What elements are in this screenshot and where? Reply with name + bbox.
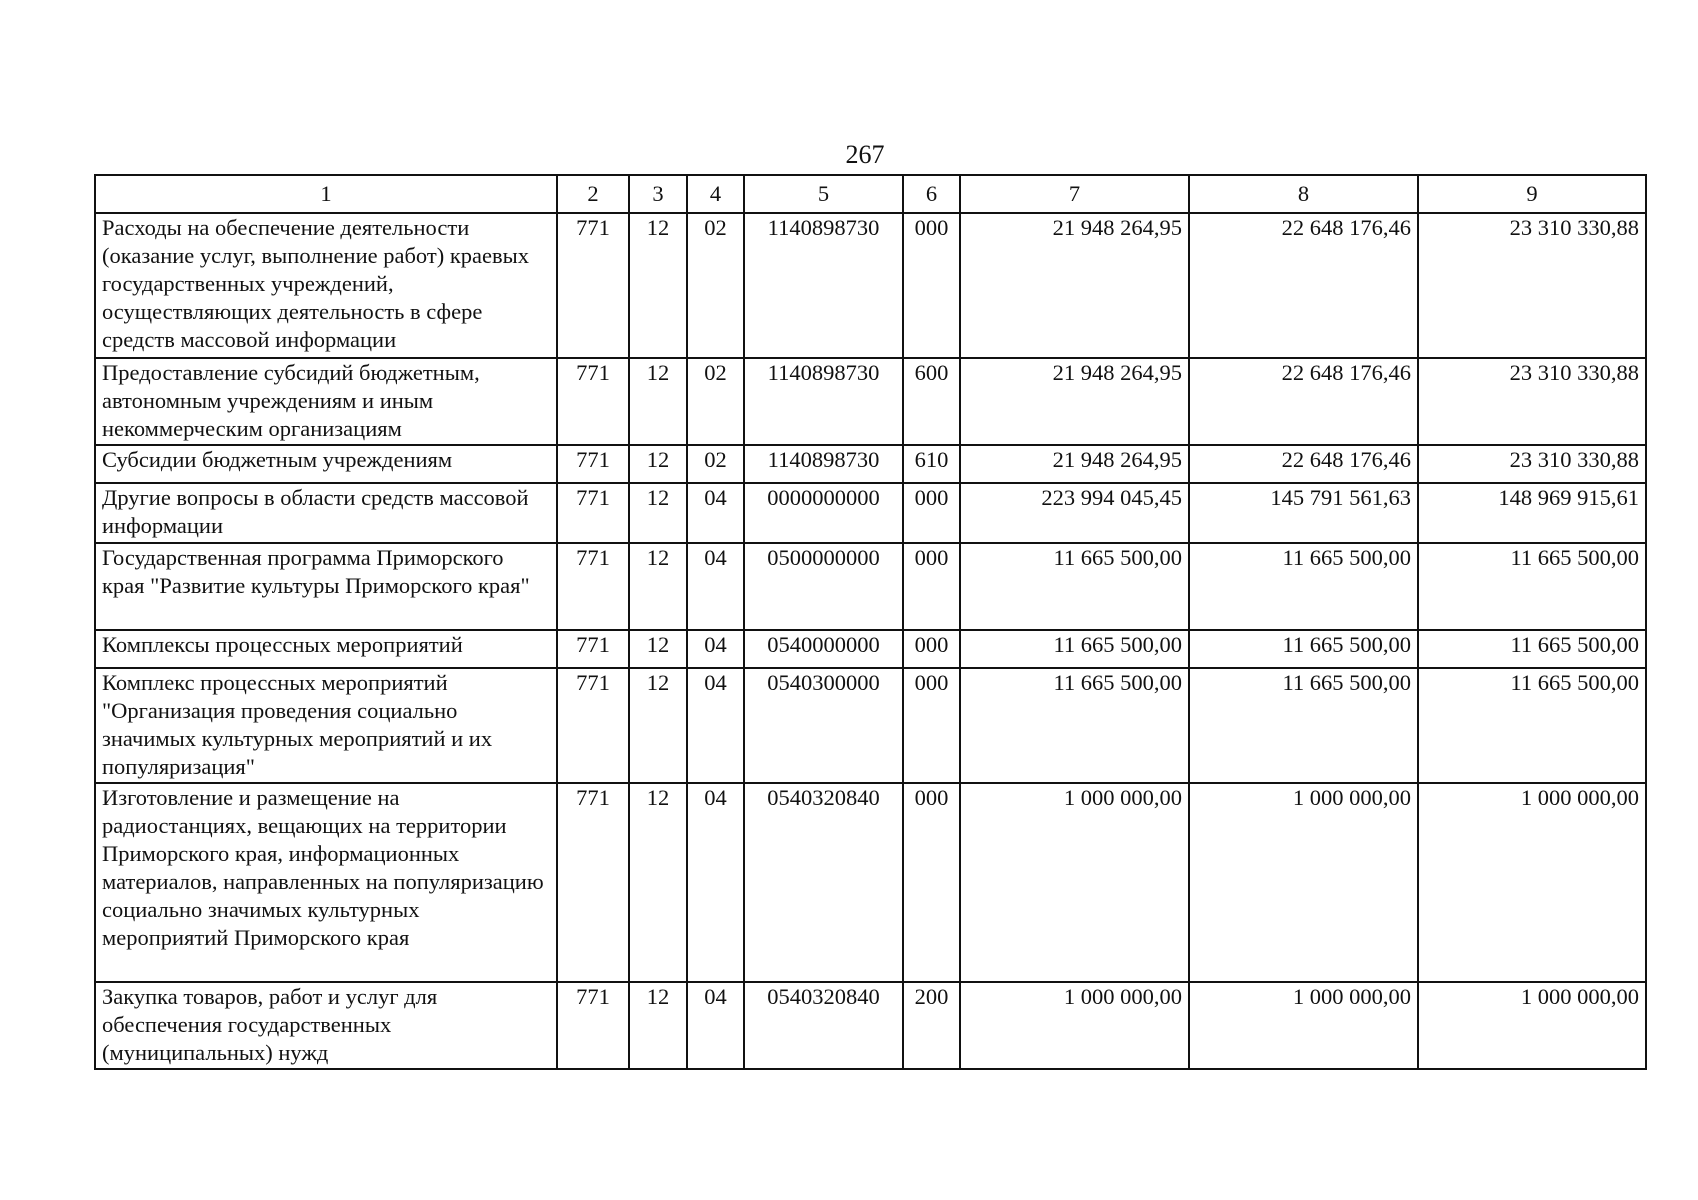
ministry-code-cell: 771 <box>557 630 629 668</box>
subsection-code-cell: 02 <box>687 445 744 483</box>
ministry-code-cell: 771 <box>557 543 629 630</box>
subsection-code-cell: 02 <box>687 213 744 358</box>
ministry-code-cell: 771 <box>557 668 629 783</box>
row-name-cell: Комплексы процессных мероприятий <box>95 630 557 668</box>
amount-col7-cell: 11 665 500,00 <box>960 543 1189 630</box>
expense-type-cell: 000 <box>903 630 960 668</box>
column-header: 4 <box>687 175 744 213</box>
section-code-cell: 12 <box>629 445 687 483</box>
section-code-cell: 12 <box>629 483 687 543</box>
expense-type-cell: 000 <box>903 783 960 982</box>
table-row <box>95 668 1646 783</box>
amount-col7-cell: 1 000 000,00 <box>960 783 1189 982</box>
expense-type-cell: 000 <box>903 483 960 543</box>
page-number: 267 <box>845 140 885 169</box>
amount-col8-cell: 22 648 176,46 <box>1189 358 1418 445</box>
amount-col7-cell: 11 665 500,00 <box>960 668 1189 783</box>
target-article-cell: 1140898730 <box>744 213 903 358</box>
expense-type-cell: 000 <box>903 668 960 783</box>
row-name-cell: Изготовление и размещение на радиостанциях, вещающих на территории Приморского края, информационных материалов, направленных на популяризацию социально значимых культурных мероприятий Приморского края <box>95 783 557 982</box>
column-header: 2 <box>557 175 629 213</box>
ministry-code-cell: 771 <box>557 358 629 445</box>
amount-col7-cell: 21 948 264,95 <box>960 213 1189 358</box>
target-article-cell: 0000000000 <box>744 483 903 543</box>
amount-col7-cell: 11 665 500,00 <box>960 630 1189 668</box>
target-article-cell: 0540000000 <box>744 630 903 668</box>
amount-col9-cell: 1 000 000,00 <box>1418 783 1646 982</box>
row-name-cell: Государственная программа Приморского края "Развитие культуры Приморского края" <box>95 543 557 630</box>
target-article-cell: 1140898730 <box>744 445 903 483</box>
amount-col7-cell: 21 948 264,95 <box>960 445 1189 483</box>
subsection-code-cell: 02 <box>687 358 744 445</box>
column-header: 9 <box>1418 175 1646 213</box>
amount-col8-cell: 22 648 176,46 <box>1189 445 1418 483</box>
budget-table <box>94 174 1647 1070</box>
section-code-cell: 12 <box>629 668 687 783</box>
amount-col9-cell: 11 665 500,00 <box>1418 630 1646 668</box>
amount-col7-cell: 21 948 264,95 <box>960 358 1189 445</box>
ministry-code-cell: 771 <box>557 445 629 483</box>
amount-col8-cell: 145 791 561,63 <box>1189 483 1418 543</box>
target-article-cell: 1140898730 <box>744 358 903 445</box>
amount-col9-cell: 23 310 330,88 <box>1418 213 1646 358</box>
amount-col8-cell: 11 665 500,00 <box>1189 543 1418 630</box>
table-row <box>95 445 1646 483</box>
ministry-code-cell: 771 <box>557 213 629 358</box>
subsection-code-cell: 04 <box>687 668 744 783</box>
subsection-code-cell: 04 <box>687 483 744 543</box>
row-name-cell: Расходы на обеспечение деятельности (оказание услуг, выполнение работ) краевых государственных учреждений, осуществляющих деятельность в сфере средств массовой информации <box>95 213 557 358</box>
amount-col8-cell: 11 665 500,00 <box>1189 668 1418 783</box>
row-name-cell: Комплекс процессных мероприятий "Организация проведения социально значимых культурных мероприятий и их популяризация" <box>95 668 557 783</box>
amount-col9-cell: 11 665 500,00 <box>1418 543 1646 630</box>
section-code-cell: 12 <box>629 630 687 668</box>
table-row <box>95 783 1646 982</box>
subsection-code-cell: 04 <box>687 783 744 982</box>
ministry-code-cell: 771 <box>557 483 629 543</box>
amount-col9-cell: 23 310 330,88 <box>1418 445 1646 483</box>
section-code-cell: 12 <box>629 543 687 630</box>
amount-col9-cell: 1 000 000,00 <box>1418 982 1646 1069</box>
table-row <box>95 982 1646 1069</box>
amount-col8-cell: 1 000 000,00 <box>1189 783 1418 982</box>
expense-type-cell: 600 <box>903 358 960 445</box>
target-article-cell: 0500000000 <box>744 543 903 630</box>
subsection-code-cell: 04 <box>687 630 744 668</box>
section-code-cell: 12 <box>629 783 687 982</box>
amount-col8-cell: 1 000 000,00 <box>1189 982 1418 1069</box>
column-header: 5 <box>744 175 903 213</box>
row-name-cell: Субсидии бюджетным учреждениям <box>95 445 557 483</box>
section-code-cell: 12 <box>629 213 687 358</box>
subsection-code-cell: 04 <box>687 543 744 630</box>
section-code-cell: 12 <box>629 982 687 1069</box>
table-row <box>95 213 1646 358</box>
amount-col8-cell: 11 665 500,00 <box>1189 630 1418 668</box>
section-code-cell: 12 <box>629 358 687 445</box>
ministry-code-cell: 771 <box>557 783 629 982</box>
expense-type-cell: 000 <box>903 213 960 358</box>
amount-col8-cell: 22 648 176,46 <box>1189 213 1418 358</box>
column-header: 7 <box>960 175 1189 213</box>
column-header: 6 <box>903 175 960 213</box>
amount-col7-cell: 1 000 000,00 <box>960 982 1189 1069</box>
column-number-row <box>95 175 1646 213</box>
row-name-cell: Закупка товаров, работ и услуг для обеспечения государственных (муниципальных) нужд <box>95 982 557 1069</box>
target-article-cell: 0540320840 <box>744 982 903 1069</box>
column-header: 3 <box>629 175 687 213</box>
expense-type-cell: 610 <box>903 445 960 483</box>
amount-col9-cell: 23 310 330,88 <box>1418 358 1646 445</box>
target-article-cell: 0540320840 <box>744 783 903 982</box>
column-header: 1 <box>95 175 557 213</box>
table-row <box>95 483 1646 543</box>
expense-type-cell: 200 <box>903 982 960 1069</box>
amount-col9-cell: 11 665 500,00 <box>1418 668 1646 783</box>
row-name-cell: Предоставление субсидий бюджетным, автономным учреждениям и иным некоммерческим организациям <box>95 358 557 445</box>
subsection-code-cell: 04 <box>687 982 744 1069</box>
ministry-code-cell: 771 <box>557 982 629 1069</box>
table-row <box>95 543 1646 630</box>
amount-col9-cell: 148 969 915,61 <box>1418 483 1646 543</box>
amount-col7-cell: 223 994 045,45 <box>960 483 1189 543</box>
table-row <box>95 630 1646 668</box>
table-row <box>95 358 1646 445</box>
target-article-cell: 0540300000 <box>744 668 903 783</box>
row-name-cell: Другие вопросы в области средств массовой информации <box>95 483 557 543</box>
expense-type-cell: 000 <box>903 543 960 630</box>
column-header: 8 <box>1189 175 1418 213</box>
